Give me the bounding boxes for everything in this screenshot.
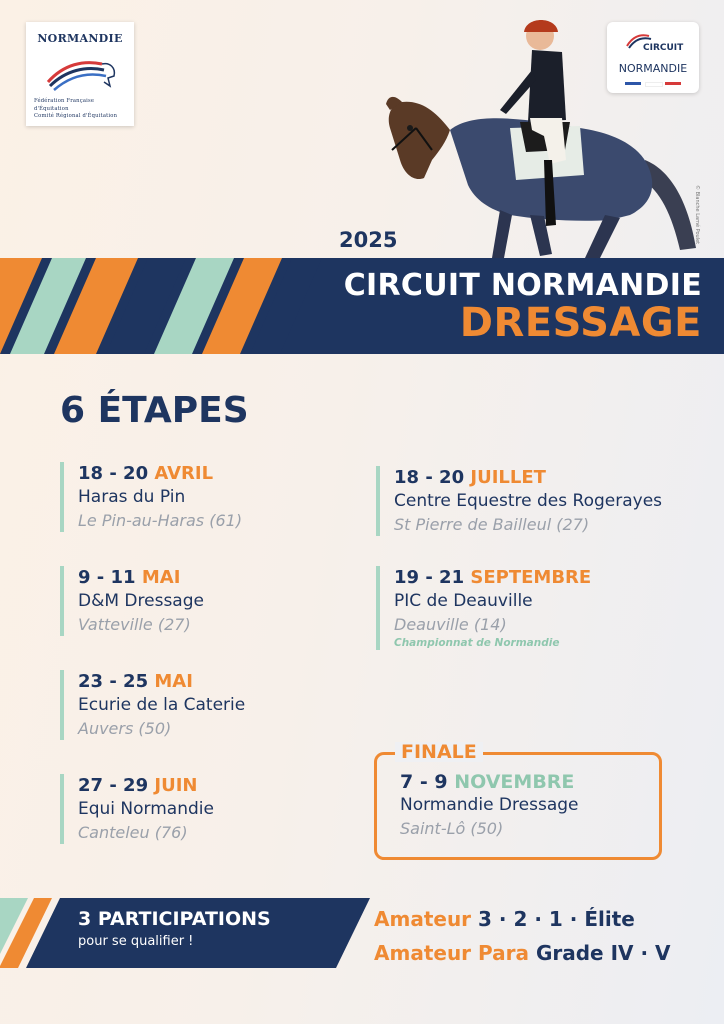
stage-date: 23 - 25 MAI xyxy=(78,671,193,692)
horse-rider-illustration xyxy=(380,10,700,260)
stage-5 xyxy=(376,466,662,536)
photo-credit: © Blanche Lamé Poulet xyxy=(694,185,700,245)
levels-amateur-para: Amateur Para Grade IV · V xyxy=(374,941,671,965)
stage-city: Vatteville (27) xyxy=(78,615,191,634)
stage-venue: Haras du Pin xyxy=(78,487,186,507)
logo-left-title: NORMANDIE xyxy=(37,32,123,45)
logo-right-line1: CIRCUIT xyxy=(643,43,684,53)
logo-left-subtitle: Fédération Française d'Équitation Comité Régional d'Équitation xyxy=(34,98,118,119)
stage-venue: PIC de Deauville xyxy=(394,591,533,611)
participations-subtitle: pour se qualifier ! xyxy=(78,934,194,949)
participations-title: 3 PARTICIPATIONS xyxy=(78,908,271,930)
horse-head-logo-icon xyxy=(44,52,120,94)
stage-venue: Equi Normandie xyxy=(78,799,214,819)
finale-date: 7 - 9 NOVEMBRE xyxy=(400,771,575,793)
stage-city: St Pierre de Bailleul (27) xyxy=(394,515,590,534)
stage-6 xyxy=(376,566,591,650)
year: 2025 xyxy=(339,228,398,252)
stage-date: 9 - 11 MAI xyxy=(78,567,181,588)
stage-note: Championnat de Normandie xyxy=(394,637,560,649)
stage-venue: Centre Equestre des Rogerayes xyxy=(394,491,663,511)
stage-venue: D&M Dressage xyxy=(78,591,204,611)
stage-date: 19 - 21 SEPTEMBRE xyxy=(394,567,592,588)
stage-4 xyxy=(60,774,214,844)
logo-right-line2: NORMANDIE xyxy=(618,62,688,75)
ffe-normandie-logo xyxy=(26,22,134,126)
stage-3 xyxy=(60,670,245,740)
finale-label: FINALE xyxy=(395,742,483,762)
stage-1 xyxy=(60,462,242,532)
stage-date: 18 - 20 JUILLET xyxy=(394,467,546,488)
stage-city: Auvers (50) xyxy=(78,719,172,738)
levels xyxy=(374,902,671,970)
stage-date: 27 - 29 JUIN xyxy=(78,775,198,796)
finale-details xyxy=(400,770,578,840)
stage-venue: Ecurie de la Caterie xyxy=(78,695,246,715)
stage-city: Deauville (14) xyxy=(394,615,507,634)
banner-subtitle: DRESSAGE xyxy=(459,300,702,346)
stage-2 xyxy=(60,566,204,636)
finale-venue: Normandie Dressage xyxy=(400,795,579,815)
banner-title: CIRCUIT NORMANDIE xyxy=(343,268,702,303)
stage-date: 18 - 20 AVRIL xyxy=(78,463,214,484)
stage-city: Le Pin-au-Haras (61) xyxy=(78,511,243,530)
levels-amateur: Amateur 3 · 2 · 1 · Élite xyxy=(374,907,635,931)
stages-heading: 6 ÉTAPES xyxy=(60,390,249,431)
stage-city: Canteleu (76) xyxy=(78,823,188,842)
finale-city: Saint-Lô (50) xyxy=(400,819,504,838)
